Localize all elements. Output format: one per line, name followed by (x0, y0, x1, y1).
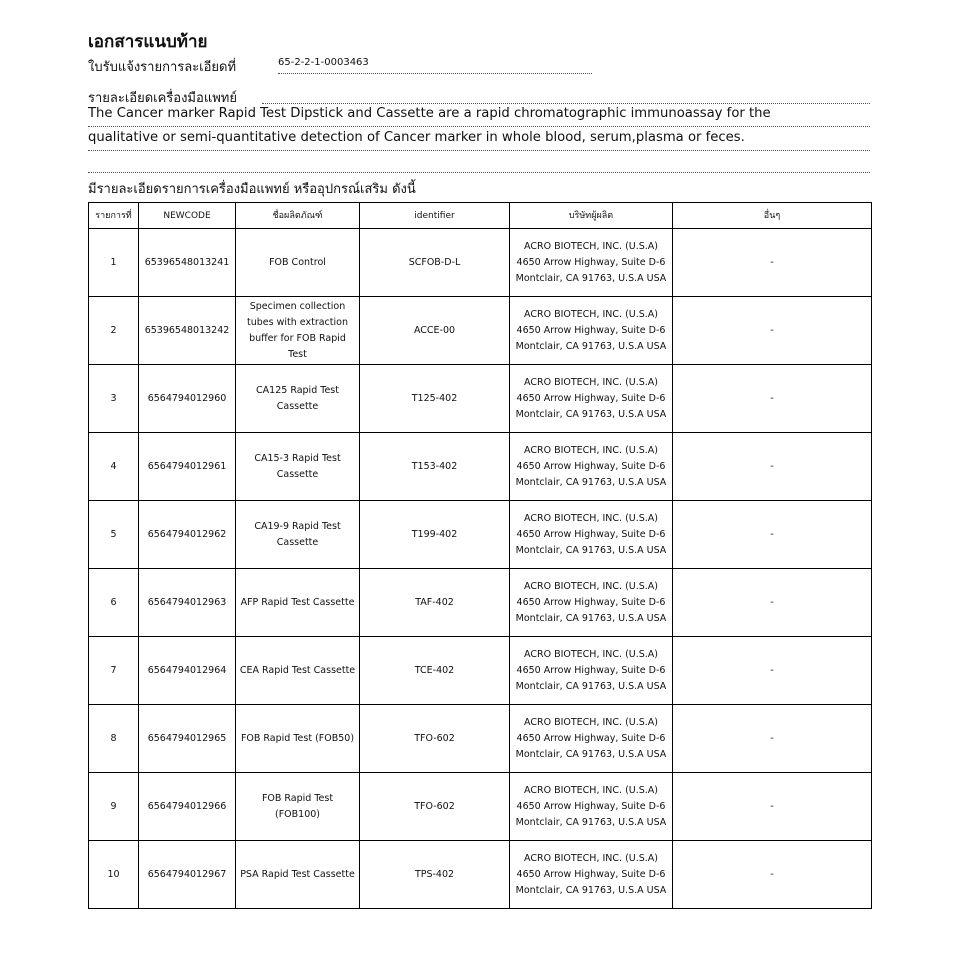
manufacturer-cell: ACRO BIOTECH, INC. (U.S.A) 4650 Arrow Highway, Suite D-6 Montclair, CA 91763, U.S.A USA (510, 773, 673, 841)
item-number-cell: 4 (89, 433, 139, 501)
manufacturer-cell: ACRO BIOTECH, INC. (U.S.A) 4650 Arrow Highway, Suite D-6 Montclair, CA 91763, U.S.A USA (510, 433, 673, 501)
product-name-cell: CA19-9 Rapid Test Cassette (236, 501, 360, 569)
product-name-cell: CA125 Rapid Test Cassette (236, 365, 360, 433)
other-cell: - (673, 501, 872, 569)
manufacturer-cell: ACRO BIOTECH, INC. (U.S.A) 4650 Arrow Highway, Suite D-6 Montclair, CA 91763, U.S.A USA (510, 365, 673, 433)
column-header-manufacturer: บริษัทผู้ผลิต (510, 203, 673, 229)
other-cell: - (673, 365, 872, 433)
newcode-cell: 6564794012964 (139, 637, 236, 705)
manufacturer-cell: ACRO BIOTECH, INC. (U.S.A) 4650 Arrow Highway, Suite D-6 Montclair, CA 91763, U.S.A USA (510, 569, 673, 637)
item-number-cell: 9 (89, 773, 139, 841)
other-cell: - (673, 569, 872, 637)
identifier-cell: TCE-402 (360, 637, 510, 705)
description-line: qualitative or semi-quantitative detection of Cancer marker in whole blood, serum,plasma or feces. (88, 127, 870, 151)
items-table (88, 202, 872, 909)
identifier-cell: TFO-602 (360, 773, 510, 841)
other-cell: - (673, 637, 872, 705)
product-name-cell: FOB Rapid Test (FOB100) (236, 773, 360, 841)
reference-label: ใบรับแจ้งรายการละเอียดที่ (88, 60, 237, 75)
reference-number: 65-2-2-1-0003463 (278, 57, 592, 74)
column-header-newcode: NEWCODE (139, 203, 236, 229)
identifier-cell: TAF-402 (360, 569, 510, 637)
newcode-cell: 6564794012963 (139, 569, 236, 637)
dotted-rule (88, 172, 870, 173)
newcode-cell: 6564794012962 (139, 501, 236, 569)
column-header-product-name: ชื่อผลิตภัณฑ์ (236, 203, 360, 229)
item-number-cell: 2 (89, 297, 139, 365)
identifier-cell: T199-402 (360, 501, 510, 569)
other-cell: - (673, 297, 872, 365)
description-text (88, 103, 870, 151)
product-name-cell: FOB Rapid Test (FOB50) (236, 705, 360, 773)
manufacturer-cell: ACRO BIOTECH, INC. (U.S.A) 4650 Arrow Highway, Suite D-6 Montclair, CA 91763, U.S.A USA (510, 705, 673, 773)
other-cell: - (673, 773, 872, 841)
table-row (89, 841, 872, 909)
product-name-cell: AFP Rapid Test Cassette (236, 569, 360, 637)
newcode-cell: 6564794012967 (139, 841, 236, 909)
identifier-cell: SCFOB-D-L (360, 229, 510, 297)
table-row (89, 705, 872, 773)
column-header-item-no: รายการที่ (89, 203, 139, 229)
product-name-cell: FOB Control (236, 229, 360, 297)
other-cell: - (673, 705, 872, 773)
table-heading: มีรายละเอียดรายการเครื่องมือแพทย์ หรืออุปกรณ์เสริม ดังนี้ (88, 182, 416, 197)
newcode-cell: 6564794012961 (139, 433, 236, 501)
product-name-cell: Specimen collection tubes with extraction buffer for FOB Rapid Test (236, 297, 360, 365)
other-cell: - (673, 841, 872, 909)
table-row (89, 229, 872, 297)
other-cell: - (673, 433, 872, 501)
page-title: เอกสารแนบท้าย (88, 32, 208, 52)
item-number-cell: 3 (89, 365, 139, 433)
identifier-cell: T153-402 (360, 433, 510, 501)
table-header-row (89, 203, 872, 229)
product-name-cell: PSA Rapid Test Cassette (236, 841, 360, 909)
manufacturer-cell: ACRO BIOTECH, INC. (U.S.A) 4650 Arrow Highway, Suite D-6 Montclair, CA 91763, U.S.A USA (510, 297, 673, 365)
item-number-cell: 1 (89, 229, 139, 297)
item-number-cell: 10 (89, 841, 139, 909)
manufacturer-cell: ACRO BIOTECH, INC. (U.S.A) 4650 Arrow Highway, Suite D-6 Montclair, CA 91763, U.S.A USA (510, 229, 673, 297)
item-number-cell: 7 (89, 637, 139, 705)
column-header-other: อื่นๆ (673, 203, 872, 229)
table-row (89, 365, 872, 433)
manufacturer-cell: ACRO BIOTECH, INC. (U.S.A) 4650 Arrow Highway, Suite D-6 Montclair, CA 91763, U.S.A USA (510, 637, 673, 705)
newcode-cell: 6564794012965 (139, 705, 236, 773)
newcode-cell: 6564794012960 (139, 365, 236, 433)
column-header-identifier: identifier (360, 203, 510, 229)
other-cell: - (673, 229, 872, 297)
newcode-cell: 6564794012966 (139, 773, 236, 841)
item-number-cell: 8 (89, 705, 139, 773)
table-row (89, 773, 872, 841)
product-name-cell: CA15-3 Rapid Test Cassette (236, 433, 360, 501)
item-number-cell: 5 (89, 501, 139, 569)
description-label: รายละเอียดเครื่องมือแพทย์ (88, 91, 237, 106)
product-name-cell: CEA Rapid Test Cassette (236, 637, 360, 705)
table-row (89, 501, 872, 569)
item-number-cell: 6 (89, 569, 139, 637)
identifier-cell: TFO-602 (360, 705, 510, 773)
identifier-cell: TPS-402 (360, 841, 510, 909)
table-row (89, 569, 872, 637)
table-row (89, 637, 872, 705)
description-line: The Cancer marker Rapid Test Dipstick and Cassette are a rapid chromatographic immunoassay for the (88, 103, 870, 127)
manufacturer-cell: ACRO BIOTECH, INC. (U.S.A) 4650 Arrow Highway, Suite D-6 Montclair, CA 91763, U.S.A USA (510, 841, 673, 909)
reference-line (88, 56, 369, 77)
identifier-cell: ACCE-00 (360, 297, 510, 365)
manufacturer-cell: ACRO BIOTECH, INC. (U.S.A) 4650 Arrow Highway, Suite D-6 Montclair, CA 91763, U.S.A USA (510, 501, 673, 569)
newcode-cell: 65396548013241 (139, 229, 236, 297)
identifier-cell: T125-402 (360, 365, 510, 433)
table-row (89, 433, 872, 501)
newcode-cell: 65396548013242 (139, 297, 236, 365)
table-row (89, 297, 872, 365)
